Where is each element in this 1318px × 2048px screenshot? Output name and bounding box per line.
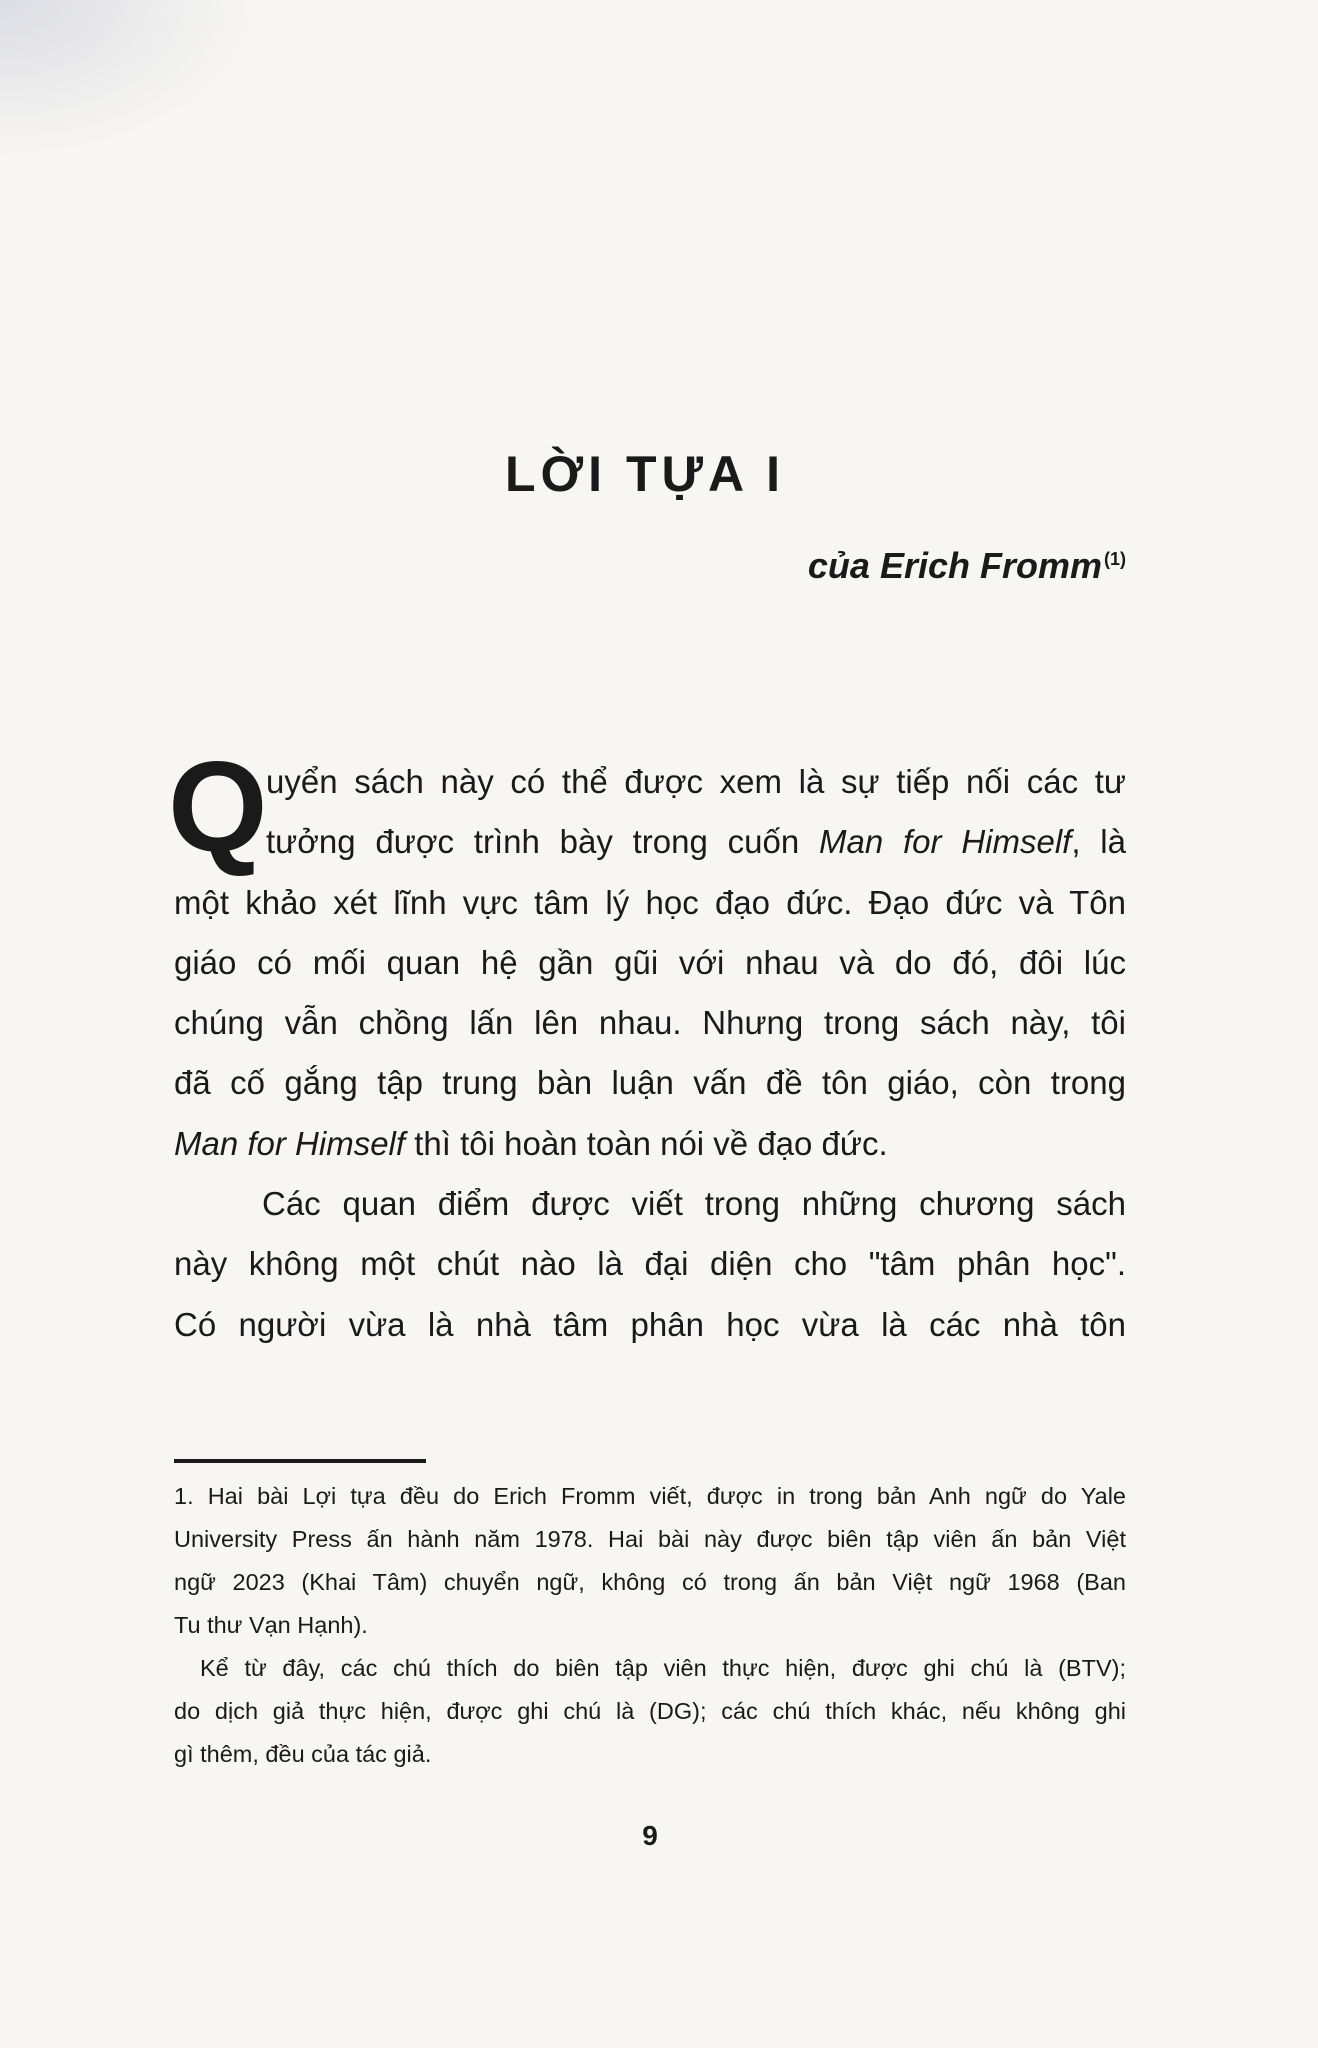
body-line	[174, 873, 1126, 933]
page-number: 9	[642, 1820, 658, 1851]
body-line	[174, 752, 1126, 812]
author-name: của Erich Fromm	[807, 545, 1102, 586]
footnote-line: ngữ 2023 (Khai Tâm) chuyển ngữ, không có trong ấn bản Việt ngữ 1968 (Ban	[174, 1569, 1126, 1595]
text-segment: , là	[1071, 823, 1126, 861]
body-line	[174, 1295, 1126, 1355]
body-line	[174, 1053, 1126, 1113]
footnote-line: Kể từ đây, các chú thích do biên tập viên thực hiện, được ghi chú là (BTV);	[200, 1655, 1126, 1681]
text-segment: một khảo xét lĩnh vực tâm lý học đạo đức. Đạo đức và Tôn	[174, 883, 1126, 921]
body-line	[174, 1174, 1126, 1234]
text-segment: chúng vẫn chồng lấn lên nhau. Nhưng trong sách này, tôi	[174, 1004, 1126, 1042]
drop-cap: Q	[168, 736, 268, 879]
text-segment: này không một chút nào là đại diện cho "tâm phân học".	[174, 1245, 1126, 1283]
book-title: Man for Himself	[819, 823, 1072, 861]
text-segment: Có người vừa là nhà tâm phân học vừa là các nhà tôn	[174, 1305, 1126, 1343]
chapter-title: LỜI TỰA I	[504, 446, 786, 502]
page-shadow	[0, 0, 260, 160]
body-text	[168, 736, 1126, 1355]
chapter-author	[808, 545, 1126, 587]
footnote-reference[interactable]: (1)	[1104, 549, 1126, 569]
book-title: Man for Himself	[174, 1124, 406, 1162]
text-segment: Các quan điểm được viết trong những chương sách	[262, 1185, 1126, 1223]
footnote-line: Tu thư Vạn Hạnh).	[174, 1612, 368, 1638]
body-line	[174, 1234, 1126, 1294]
text-segment: uyển sách này có thể được xem là sự tiếp nối các tư	[266, 763, 1126, 800]
footnotes	[174, 1475, 1126, 1776]
body-line	[174, 993, 1126, 1053]
footnote-divider	[174, 1459, 426, 1463]
text-segment: tưởng được trình bày trong cuốn	[266, 823, 820, 861]
text-segment: thì tôi hoàn toàn nói về đạo đức.	[405, 1124, 888, 1162]
footnote-line: 1. Hai bài Lợi tựa đều do Erich Fromm viết, được in trong bản Anh ngữ do Yale	[174, 1483, 1126, 1509]
footnote-line: University Press ấn hành năm 1978. Hai bài này được biên tập viên ấn bản Việt	[174, 1526, 1126, 1552]
body-line	[174, 812, 1126, 872]
body-line	[174, 1114, 1126, 1174]
footnote-line: gì thêm, đều của tác giả.	[174, 1741, 432, 1767]
footnote-line: do dịch giả thực hiện, được ghi chú là (DG); các chú thích khác, nếu không ghi	[174, 1698, 1126, 1724]
text-segment: giáo có mối quan hệ gần gũi với nhau và do đó, đôi lúc	[174, 943, 1126, 981]
body-line	[174, 933, 1126, 993]
text-segment: đã cố gắng tập trung bàn luận vấn đề tôn giáo, còn trong	[174, 1064, 1126, 1102]
